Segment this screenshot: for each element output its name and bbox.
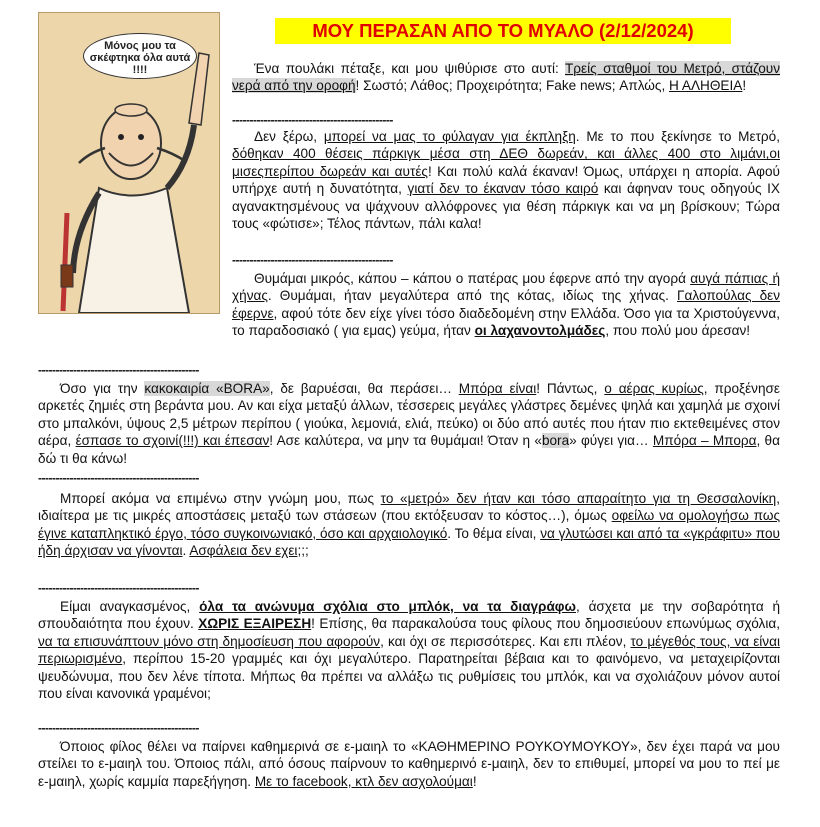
text-run: Μπορεί ακόμα να επιμένω στην γνώμη μου, πως	[60, 491, 381, 506]
text-run: Δεν ξέρω,	[254, 129, 324, 144]
text-run: αυγά πάπιας ή χήνας	[232, 271, 781, 304]
separator-2: ----------------------------------------------	[232, 253, 393, 267]
text-run: !	[472, 773, 477, 789]
paragraph-2	[232, 128, 780, 232]
text-run: όλα τα ανώνυμα σχόλια στο μπλόκ, να τα διαγράφω	[199, 599, 577, 614]
cartoon-illustration	[38, 12, 220, 314]
text-run: οφείλω να ομολογήσω πως έγινε καταπληκτικό έργο, τόσο συγκοινωνιακό, όσο και αρχαιολογικό	[38, 508, 780, 541]
text-run: Θυμάμαι μικρός, κάπου – κάπου ο πατέρας μου έφερνε από την αγορά	[254, 271, 691, 286]
text-run: το μέγεθός τους, να είναι περιωρισμένο	[38, 633, 780, 667]
page-title: ΜΟΥ ΠΕΡΑΣΑΝ ΑΠΟ ΤΟ ΜΥΑΛΟ (2/12/2024)	[275, 18, 731, 44]
paragraph-7	[38, 738, 780, 790]
text-run: να τα επισυνάπτουν μόνο στη δημοσίευση που αφορούν	[38, 633, 381, 649]
text-run: , και όχι σε περισσότερες. Και επι πλέον,	[380, 633, 631, 649]
text-run: μπορεί να μας το φύλαγαν για έκπληξη	[323, 129, 576, 144]
text-run: το «μετρό» δεν ήταν και τόσο απαραίτητο για τη Θεσσαλονίκη	[380, 491, 777, 506]
text-run: .	[182, 543, 190, 559]
text-run: Γαλοπούλας δεν έφερνε	[232, 288, 780, 321]
text-run: να γλυτώσει και από τα «γκράφιτυ» που ήδη άρχισαν να γίνονται	[38, 525, 780, 559]
text-run: ! Σωστό; Λάθος; Προχειρότητα; Fake news; Απλώς,	[355, 78, 670, 94]
text-run: δόθηκαν 400 θέσεις πάρκιγκ μέσα στη ΔΕΘ δωρεάν, και άλλες 400 στο λιμάνι,οι μισεςπερίπου δωρεάν και αυτές	[232, 146, 780, 179]
separator-3: ----------------------------------------------	[38, 363, 199, 377]
text-run: ! Πάντως,	[536, 381, 605, 396]
text-run: Μπόρα είναι	[458, 381, 537, 396]
separator-5: ----------------------------------------------	[38, 581, 199, 595]
paragraph-5	[38, 490, 780, 560]
text-run: . Το θέμα είναι,	[447, 525, 541, 541]
text-run: , ιδιαίτερα με τις μικρές αποστάσεις μεταξύ των στάσεων (που εκτόξευσαν το κόστος…), όμως	[38, 491, 780, 524]
separator-6: ----------------------------------------------	[38, 721, 199, 735]
text-run: , που πολύ μου άρεσαν!	[605, 323, 751, 339]
text-run: Ένα πουλάκι πέταξε, και μου ψιθύρισε στο αυτί:	[254, 61, 565, 76]
text-run: !	[742, 78, 747, 94]
speech-bubble: Μόνος μου τα σκέφτηκα όλα αυτά !!!!	[83, 33, 197, 79]
text-run: Όποιος φίλος θέλει να παίρνει καθημερινά σε ε-μαιηλ το «ΚΑΘΗΜΕΡΙΝΟ ΡΟΥΚΟΥΜΟΥΚΟΥ», δεν έχει παρά να μου στείλει το ε-μαιηλ του. Όποιος πάλι, από όσους παίρνουν το καθημερινό ε-μαιηλ, δεν το επιθυμεί, μπορεί να μου το πεί με ε-μαιηλ, χωρίς καμμία παρεξήγηση.	[38, 739, 780, 789]
text-run: γιατί δεν το έκαναν τόσο καιρό	[407, 181, 599, 197]
text-run: ΧΩΡΙΣ ΕΞΑΙΡΕΣΗ	[198, 616, 312, 632]
text-run: , περίπου 15-20 γραμμές και όχι μεγαλύτερο. Παρατηρείται βέβαια και το φαινόμενο, να μεταχειρίζονται ψευδώνυμα, που δεν λένε τίποτα. Μήπως θα πρέπει να αλλάξω τις ρυθμίσεις του μπλόκ, και να σχολιάζουν μόνον αυτοί που είναι κανονικά γραμένοι;	[38, 651, 780, 702]
paragraph-6	[38, 598, 780, 702]
text-run: ! Επίσης, θα παρακαλούσα τους φίλους που δημοσιεύουν επωνύμως σχόλια,	[311, 616, 780, 632]
text-run: ο αέρας κυρίως	[604, 381, 704, 396]
text-run: . Θυμάμαι, ήταν μεγαλύτερα από της κότας, ιδίως της χήνας.	[267, 288, 678, 304]
text-run: bora	[541, 433, 570, 449]
text-run: Με το facebook, κτλ δεν ασχολούμαι	[254, 773, 473, 789]
paragraph-3	[232, 270, 780, 340]
paragraph-1	[232, 60, 780, 95]
text-run: ! Ασε καλύτερα, να μην τα θυμάμαι! Όταν η «	[269, 433, 542, 449]
separator-1: ----------------------------------------------	[232, 113, 393, 127]
text-run: ! Και πολύ καλά έκαναν! Όμως, υπάρχει η απορία. Αφού υπήρχε αυτή η δυνατότητα,	[232, 163, 780, 197]
text-run: οι λαχανοντολμάδες	[474, 323, 606, 339]
paragraph-4	[38, 380, 780, 467]
text-run: . Με το που ξεκίνησε το Μετρό,	[575, 129, 781, 144]
text-run: Μπόρα – Μπορα	[652, 433, 757, 449]
text-run: Ασφάλεια δεν εχει	[189, 543, 298, 559]
text-run: Τρείς σταθμοί του Μετρό, στάζουν νερά από την οροφή	[232, 61, 780, 94]
text-run: , δε βαρυέσαι, θα περάσει…	[269, 381, 459, 396]
text-run: , προξένησε αρκετές ζημιές στη βεράντα μου. Αν και είχα μεταξύ άλλων, τέσσερεις μεγάλες γλάστρες δεμένες ψηλά και χαμηλά με σχοινί στο μπαλκόνι, ύψους 2,5 μέτρων περίπου ( γιούκα, λεμονιά, ελιά, πεύκο) οι δύο από αυτές που ήταν πιο εκτεθειμένες στον αέρα,	[38, 381, 780, 449]
text-run: ;;;	[297, 543, 309, 559]
text-run: , θα δώ τι θα κάνω!	[38, 433, 780, 466]
text-run: και άφηναν τους οδηγούς ΙΧ αγανακτησμένους να ψάχνουν αλλόφρονες για θέση πάρκιγκ και να μη βρίσκουν; Τώρα τους «φώτισε»; Τέλος πάντων, πάλι καλα!	[232, 181, 780, 232]
separator-4: ----------------------------------------------	[38, 471, 199, 485]
text-run: Η ΑΛΗΘΕΙΑ	[669, 78, 743, 94]
text-run: έσπασε το σχοινί(!!!) και έπεσαν	[75, 433, 270, 449]
text-run: , αφού τότε δεν είχε γίνει τόσο διαδεδομένη στην Ελλάδα. Όσο για τα Χριστούγεννα, το παραδοσιακό ( για εμας) γεύμα, ήταν	[232, 305, 780, 339]
text-run: » φύγει για…	[569, 433, 653, 449]
text-run: Όσο για την	[60, 381, 145, 396]
text-run: κακοκαιρία «BORA»	[144, 381, 270, 396]
text-run: Είμαι αναγκασμένος,	[60, 599, 200, 614]
text-run: , άσχετα με την σοβαρότητα ή σπουδαιότητα που έχουν.	[38, 599, 781, 632]
